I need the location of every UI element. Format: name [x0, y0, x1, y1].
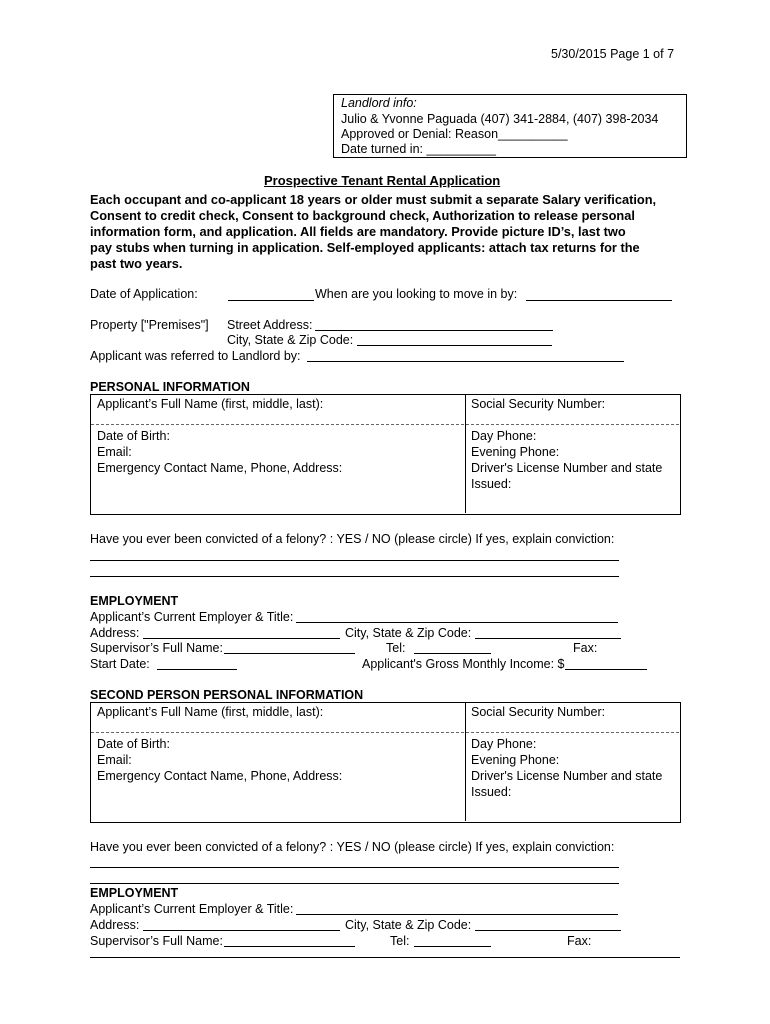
- emergency-contact-field[interactable]: Emergency Contact Name, Phone, Address:: [97, 461, 343, 475]
- landlord-names-phones: Julio & Yvonne Paguada (407) 341-2884, (407) 398-2034: [341, 112, 659, 126]
- second-employer-blank[interactable]: [296, 914, 618, 915]
- employer-label: Applicant’s Current Employer & Title:: [90, 610, 294, 624]
- second-employer-label: Applicant’s Current Employer & Title:: [90, 902, 294, 916]
- street-address-label: Street Address:: [227, 318, 313, 332]
- city-state-zip-label: City, State & Zip Code:: [227, 333, 354, 347]
- start-date-blank[interactable]: [157, 669, 237, 670]
- income-blank[interactable]: [565, 669, 647, 670]
- personal-info-heading: PERSONAL INFORMATION: [90, 380, 250, 394]
- second-tel-label: Tel:: [390, 934, 410, 948]
- move-in-blank[interactable]: [526, 300, 672, 301]
- instructions-line-4: pay stubs when turning in application. Self-employed applicants: attach tax returns for the: [90, 240, 640, 255]
- second-felony-line-1[interactable]: [90, 867, 619, 868]
- dob-field[interactable]: Date of Birth:: [97, 429, 170, 443]
- instructions-line-5: past two years.: [90, 256, 183, 271]
- employer-tel-blank[interactable]: [414, 653, 491, 654]
- second-person-divider: [465, 702, 466, 821]
- property-label: Property ["Premises"]: [90, 318, 209, 332]
- second-person-heading: SECOND PERSON PERSONAL INFORMATION: [90, 688, 364, 702]
- felony-explain-line-2[interactable]: [90, 576, 619, 577]
- footer-rule: [90, 957, 680, 958]
- instructions-line-2: Consent to credit check, Consent to background check, Authorization to release personal: [90, 208, 635, 223]
- employer-address-blank[interactable]: [143, 638, 340, 639]
- felony-question: Have you ever been convicted of a felony? : YES / NO (please circle) If yes, explain conviction:: [90, 532, 615, 546]
- felony-explain-line-1[interactable]: [90, 560, 619, 561]
- second-license-issued-field[interactable]: Issued:: [471, 785, 512, 799]
- second-evening-phone-field[interactable]: Evening Phone:: [471, 753, 560, 767]
- second-felony-question: Have you ever been convicted of a felony? : YES / NO (please circle) If yes, explain conviction:: [90, 840, 615, 854]
- personal-info-divider: [465, 394, 466, 513]
- date-of-application-blank[interactable]: [228, 300, 314, 301]
- street-address-blank[interactable]: [315, 330, 553, 331]
- personal-info-table: [90, 394, 681, 515]
- second-supervisor-blank[interactable]: [224, 946, 355, 947]
- referred-by-label: Applicant was referred to Landlord by:: [90, 349, 301, 363]
- approval-field[interactable]: Approved or Denial: Reason__________: [341, 127, 568, 141]
- second-employment-heading: EMPLOYMENT: [90, 886, 179, 900]
- second-person-row-rule: [91, 732, 679, 733]
- employer-city-blank[interactable]: [475, 638, 621, 639]
- income-label: Applicant's Gross Monthly Income: $: [362, 657, 565, 671]
- second-person-table: [90, 702, 681, 823]
- instructions: [90, 192, 682, 272]
- city-state-zip-blank[interactable]: [357, 345, 552, 346]
- instructions-line-1: Each occupant and co-applicant 18 years or older must submit a separate Salary verification,: [90, 192, 657, 207]
- second-emergency-field[interactable]: Emergency Contact Name, Phone, Address:: [97, 769, 343, 783]
- form-title: Prospective Tenant Rental Application: [264, 173, 501, 188]
- second-address-label: Address:: [90, 918, 140, 932]
- email-field[interactable]: Email:: [97, 445, 132, 459]
- employer-address-label: Address:: [90, 626, 140, 640]
- landlord-info-box: [333, 94, 687, 158]
- second-fax-label: Fax:: [567, 934, 592, 948]
- employer-fax-label: Fax:: [573, 641, 598, 655]
- page-date-number: 5/30/2015 Page 1 of 7: [551, 47, 675, 61]
- full-name-field[interactable]: Applicant’s Full Name (first, middle, last):: [97, 397, 324, 411]
- license-issued-field[interactable]: Issued:: [471, 477, 512, 491]
- second-dob-field[interactable]: Date of Birth:: [97, 737, 170, 751]
- second-supervisor-label: Supervisor’s Full Name:: [90, 934, 223, 948]
- second-full-name-field[interactable]: Applicant’s Full Name (first, middle, last):: [97, 705, 324, 719]
- employment-heading: EMPLOYMENT: [90, 594, 179, 608]
- personal-info-row-rule: [91, 424, 679, 425]
- instructions-line-3: information form, and application. All fields are mandatory. Provide picture ID’s, last two: [90, 224, 626, 239]
- second-ssn-field[interactable]: Social Security Number:: [471, 705, 606, 719]
- employer-blank[interactable]: [296, 622, 618, 623]
- employer-city-label: City, State & Zip Code:: [345, 626, 472, 640]
- second-city-blank[interactable]: [475, 930, 621, 931]
- evening-phone-field[interactable]: Evening Phone:: [471, 445, 560, 459]
- date-turned-in-field[interactable]: Date turned in: __________: [341, 142, 496, 156]
- second-license-field[interactable]: Driver's License Number and state: [471, 769, 663, 783]
- second-felony-line-2[interactable]: [90, 883, 619, 884]
- license-field[interactable]: Driver's License Number and state: [471, 461, 663, 475]
- supervisor-label: Supervisor’s Full Name:: [90, 641, 223, 655]
- ssn-field[interactable]: Social Security Number:: [471, 397, 606, 411]
- landlord-info-title: Landlord info:: [341, 96, 417, 110]
- employer-tel-label: Tel:: [386, 641, 406, 655]
- second-tel-blank[interactable]: [414, 946, 491, 947]
- second-city-label: City, State & Zip Code:: [345, 918, 472, 932]
- second-address-blank[interactable]: [143, 930, 340, 931]
- referred-by-blank[interactable]: [307, 361, 624, 362]
- second-email-field[interactable]: Email:: [97, 753, 132, 767]
- date-of-application-label: Date of Application:: [90, 287, 198, 301]
- second-day-phone-field[interactable]: Day Phone:: [471, 737, 537, 751]
- supervisor-blank[interactable]: [224, 653, 355, 654]
- day-phone-field[interactable]: Day Phone:: [471, 429, 537, 443]
- move-in-label: When are you looking to move in by:: [315, 287, 518, 301]
- start-date-label: Start Date:: [90, 657, 150, 671]
